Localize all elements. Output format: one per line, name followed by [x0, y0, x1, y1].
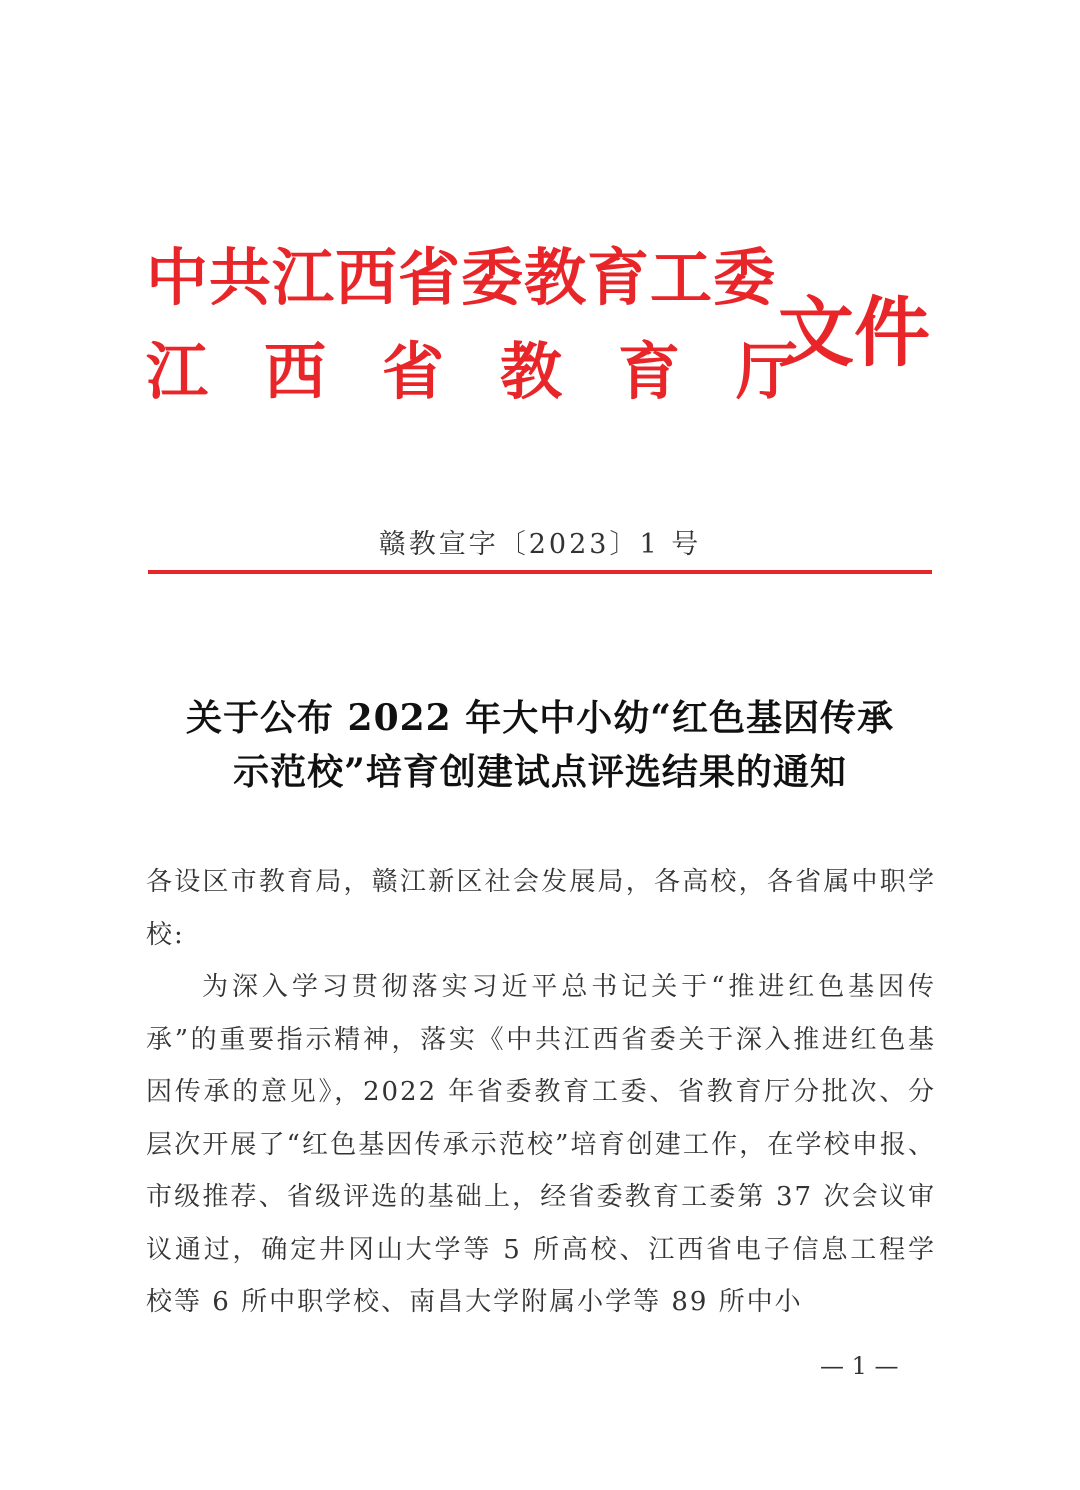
addressee: 各设区市教育局，赣江新区社会发展局，各高校，各省属中职学校:: [146, 867, 936, 950]
page-number: — 1 —: [820, 1352, 899, 1380]
document-number: 赣教宣字〔2023〕1 号: [378, 529, 702, 560]
red-separator-line: [148, 570, 932, 574]
document-title-line-1: 关于公布 2022 年大中小幼“红色基因传承: [186, 697, 894, 739]
issuer-line-1: 中共江西省委教育工委: [146, 241, 777, 314]
document-type-label: 文件: [778, 288, 930, 377]
issuer-line-2: 江西省教育厅: [146, 335, 855, 408]
body-paragraph: 为深入学习贯彻落实习近平总书记关于“推进红色基因传承”的重要指示精神，落实《中共江西省委关于深入推进红色基因传承的意见》，2022 年省委教育工委、省教育厅分批次、分层次开展了“红色基因传承示范校”培育创建工作，在学校申报、市级推荐、省级评选的基础上，经省委教育工委第 37 次会议审议通过，确定井冈山大学等 5 所高校、江西省电子信息工程学校等 6 所中职学校、南昌大学附属小学等 89 所中小: [146, 972, 936, 1317]
document-title-line-2: 示范校”培育创建试点评选结果的通知: [233, 751, 847, 793]
document-body: [146, 856, 936, 1329]
